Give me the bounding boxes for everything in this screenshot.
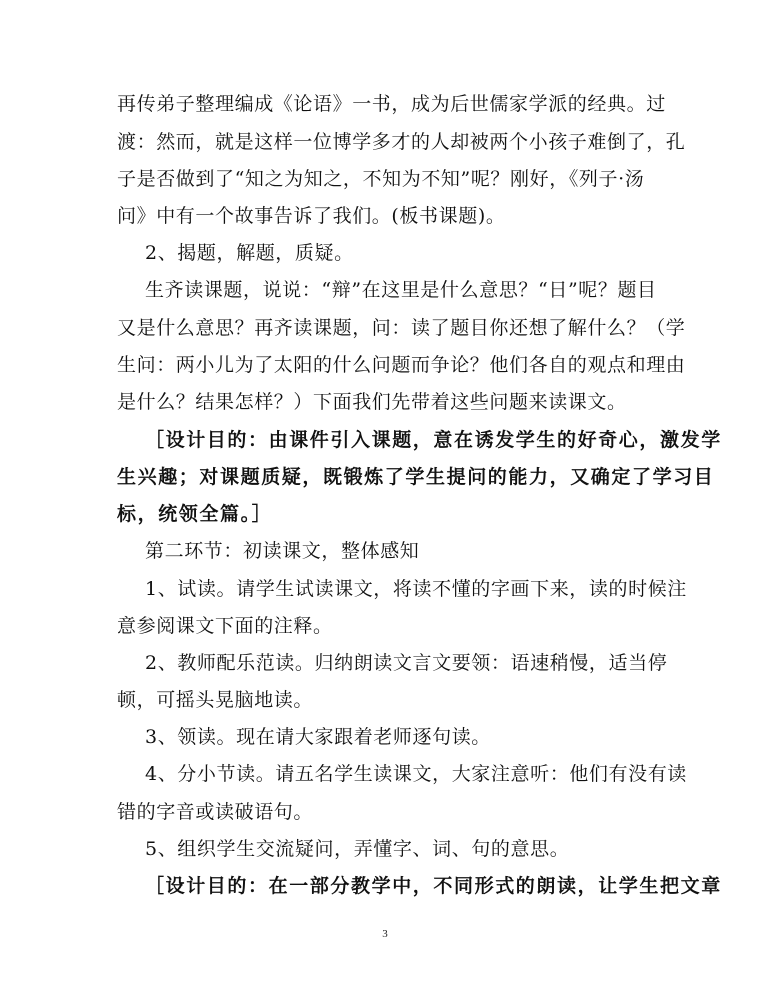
page-number: 3 bbox=[382, 928, 388, 940]
paragraph-line: 问》中有一个故事告诉了我们。(板书课题)。 bbox=[117, 205, 506, 227]
design-purpose-line: ［设计目的：由课件引入课题，意在诱发学生的好奇心，激发学 bbox=[145, 429, 722, 451]
paragraph-line: 生问：两小儿为了太阳的什么问题而争论？他们各自的观点和理由 bbox=[117, 354, 686, 376]
paragraph-line: 4、分小节读。请五名学生读课文，大家注意听：他们有没有读 bbox=[145, 763, 687, 785]
paragraph-line: 再传弟子整理编成《论语》一书，成为后世儒家学派的经典。过 bbox=[117, 93, 666, 115]
paragraph-line: 顿，可摇头晃脑地读。 bbox=[117, 689, 314, 711]
paragraph-line: 又是什么意思？再齐读课题，问：读了题目你还想了解什么？（学 bbox=[117, 317, 686, 339]
paragraph-line: 生齐读课题，说说：“辩”在这里是什么意思？“日”呢？题目 bbox=[145, 279, 657, 301]
design-purpose-line: ［设计目的：在一部分教学中，不同形式的朗读，让学生把文章 bbox=[145, 875, 722, 897]
design-purpose-line: 标，统领全篇。］ bbox=[117, 503, 273, 525]
paragraph-line: 错的字音或读破语句。 bbox=[117, 801, 314, 823]
paragraph-line: 5、组织学生交流疑问，弄懂字、词、句的意思。 bbox=[145, 838, 570, 860]
paragraph-line: 2、揭题，解题，质疑。 bbox=[145, 242, 354, 264]
paragraph-line: 1、试读。请学生试读课文，将读不懂的字画下来，读的时候注 bbox=[145, 578, 687, 600]
paragraph-line: 是什么？结果怎样？）下面我们先带着这些问题来读课文。 bbox=[117, 391, 627, 413]
paragraph-line: 2、教师配乐范读。归纳朗读文言文要领：语速稍慢，适当停 bbox=[145, 652, 668, 674]
paragraph-line: 意参阅课文下面的注释。 bbox=[117, 615, 333, 637]
paragraph-line: 渡：然而，就是这样一位博学多才的人却被两个小孩子难倒了，孔 bbox=[117, 131, 686, 153]
paragraph-line: 子是否做到了“知之为知之，不知为不知”呢？刚好，《列子·汤 bbox=[117, 168, 645, 190]
design-purpose-line: 生兴趣；对课题质疑，既锻炼了学生提问的能力，又确定了学习目 bbox=[117, 466, 715, 488]
section-heading: 第二环节：初读课文，整体感知 bbox=[145, 540, 420, 562]
paragraph-line: 3、领读。现在请大家跟着老师逐句读。 bbox=[145, 726, 491, 748]
